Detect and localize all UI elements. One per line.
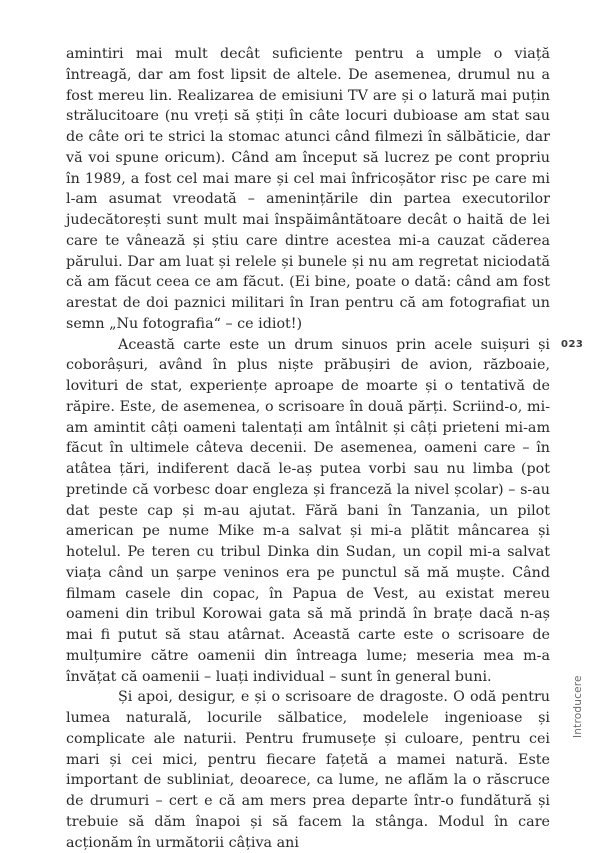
paragraph-book-journey: Această carte este un drum sinuos prin acele suișuri și coborâșuri, având în plus niște prăbușiri de avion, războaie, lovituri de stat, experiențe aproape de moarte și o tentativă de răpire. Este, de asemenea, o scrisoare în două părți. Scriind-o, mi-am amintit câți oameni talentați am întâlnit și câți prieteni mi-am făcut în ultimele câteva decenii. De asemenea, oameni care – în atâtea țări, indiferent dacă le-aș putea vorbi sau nu limba (pot pretinde că vorbesc doar engleza și franceză la nivel școlar) – s-au dat peste cap și m-au ajutat. Fără bani în Tanzania, un pilot american pe nume Mike m-a salvat și mi-a plătit mâncarea și hotelul. Pe teren cu tribul Dinka din Sudan, un copil mi-a salvat viața când un șarpe veninos era pe punctul să mă muște. Când filmam casele din copac, în Papua de Vest, au existat mereu oameni din tribul Korowai gata să mă prindă în brațe dacă n-aș mai fi putut să stau atârnat. Această carte este o scrisoare de mulțumire către oamenii din întreaga lume; meseria mea m-a învățat că oamenii – luați individual – sunt în general buni. (66, 336, 550, 685)
running-head: Introducere (572, 675, 584, 738)
body-text (66, 44, 550, 853)
paragraph-continuation: amintiri mai mult decât suficiente pentru a umple o viață întreagă, dar am fost lipsit de altele. De asemenea, drumul nu a fost mereu lin. Realizarea de emisiuni TV are și o latură mai puțin strălucitoare (nu vreți să știți în câte locuri dubioase am stat sau de câte ori te strici la stomac atunci când filmezi în sălbăticie, dar vă voi spune oricum). Când am început să lucrez pe cont propriu în 1989, a fost cel mai mare și cel mai înfricoșător risc pe care mi l-am asumat vreodată – amenințările din partea executorilor judecătorești sunt mult mai înspăimântătoare decât o haită de lei care te vânează și știu care dintre acestea mi-a cauzat căderea părului. Dar am luat și relele și bunele și nu am regretat niciodată că am făcut ceea ce am făcut. (Ei bine, poate o dată: când am fost arestat de doi paznici militari în Iran pentru că am fotografiat un semn „Nu fotografia“ – ce idiot!) (66, 46, 550, 332)
paragraph-love-letter: Și apoi, desigur, e și o scrisoare de dragoste. O odă pentru lumea naturală, locurile sălbatice, modelele ingenioase și complicate ale naturii. Pentru frumusețe și culoare, pentru cei mari și cei mici, pentru fiecare fațetă a mamei natură. Este important de subliniat, deoarece, ca lume, ne aflăm la o răscruce de drumuri – cert e că am mers prea departe într-o fundătură și trebuie să dăm înapoi și să facem la stânga. Modul în care acționăm în următorii câțiva ani (66, 689, 550, 851)
page-number: 023 (561, 339, 584, 350)
